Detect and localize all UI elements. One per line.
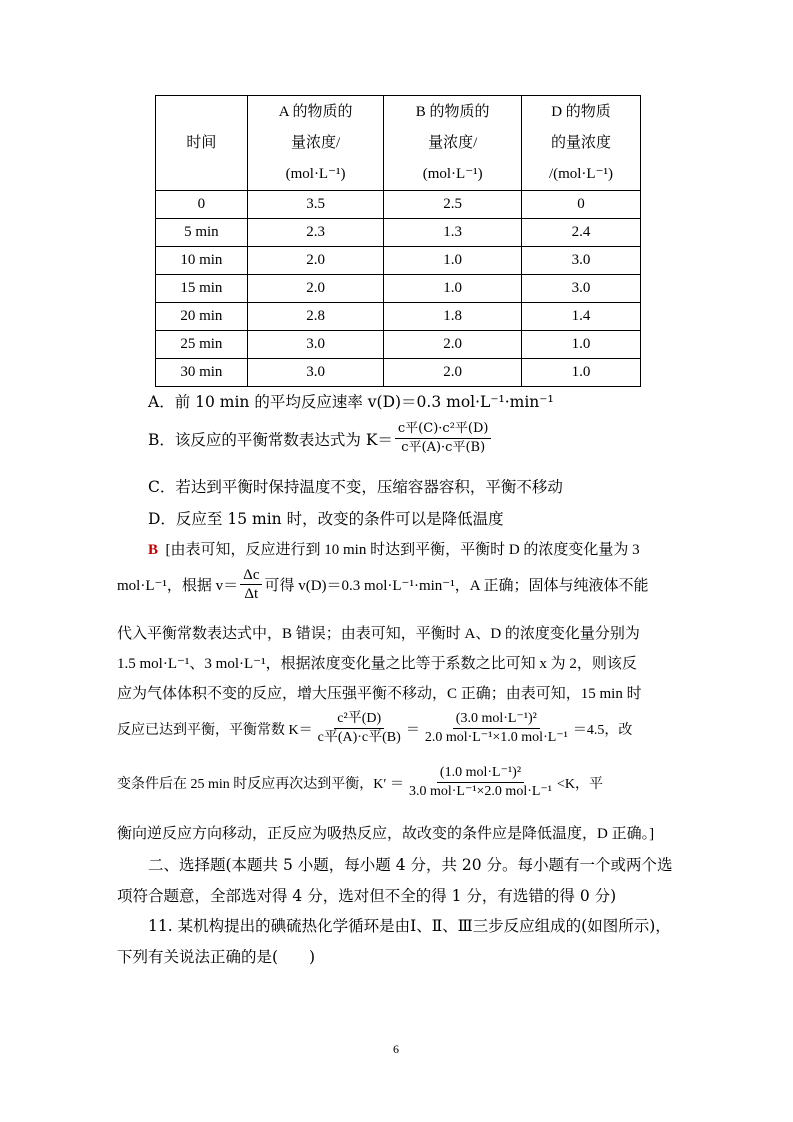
answer-text: <K，平 [557, 776, 604, 792]
answer-line-6 [117, 710, 632, 747]
fraction-numerator: c²平(D) [334, 710, 384, 729]
k-fraction-symbolic [315, 710, 404, 747]
table-cell: 5 min [156, 219, 248, 247]
table-row [156, 247, 641, 275]
answer-text: [由表可知，反应进行到 10 min 时达到平衡，平衡时 D 的浓度变化量为 3 [165, 542, 640, 558]
table-cell: 3.0 [521, 247, 640, 275]
table-cell: 0 [156, 191, 248, 219]
fraction-denominator: Δt [244, 586, 259, 602]
table-cell: 1.4 [521, 303, 640, 331]
section-heading-line-2: 项符合题意，全部选对得 4 分，选对但不全的得 1 分，有选错的得 0 分) [117, 887, 617, 905]
table-row [156, 303, 641, 331]
answer-letter: B [148, 542, 159, 558]
answer-text: 变条件后在 25 min 时反应再次达到平衡，K′ ＝ [117, 776, 404, 792]
section-heading-line-1: 二、选择题(本题共 5 小题，每小题 4 分，共 20 分。每小题有一个或两个选 [148, 856, 673, 874]
answer-text: 可得 v(D)＝0.3 mol·L⁻¹·min⁻¹，A 正确；固体与纯液体不能 [264, 578, 649, 594]
answer-line-2 [117, 566, 648, 603]
table-cell: 3.0 [247, 359, 384, 387]
table-cell: 3.0 [247, 331, 384, 359]
answer-line-8: 衡向逆反应方向移动，正反应为吸热反应，故改变的条件应是降低温度，D 正确。] [117, 826, 655, 842]
fraction-numerator: (3.0 mol·L⁻¹)² [453, 710, 540, 729]
data-table [155, 95, 641, 387]
header-d: D 的物质 的量浓度 /(mol·L⁻¹) [521, 96, 640, 191]
answer-text: mol·L⁻¹，根据 v＝ [117, 578, 239, 594]
table-row [156, 191, 641, 219]
table-cell: 2.0 [247, 275, 384, 303]
table-cell: 2.0 [247, 247, 384, 275]
table-row [156, 359, 641, 387]
answer-text: ＝4.5，改 [572, 722, 633, 738]
option-b-fraction [395, 420, 492, 457]
table-cell: 3.0 [521, 275, 640, 303]
rate-fraction [240, 566, 262, 603]
table-cell: 3.5 [247, 191, 384, 219]
answer-line-5: 应为气体体积不变的反应，增大压强平衡不移动，C 正确；由表可知，15 min 时 [117, 686, 642, 702]
table-cell: 20 min [156, 303, 248, 331]
fraction-numerator: (1.0 mol·L⁻¹)² [437, 764, 524, 783]
table-cell: 2.0 [384, 331, 522, 359]
page-number: 6 [393, 1042, 399, 1056]
fraction-denominator: c平(A)·c平(B) [401, 440, 486, 455]
table-cell: 30 min [156, 359, 248, 387]
table-cell: 2.4 [521, 219, 640, 247]
answer-line-1 [148, 538, 640, 559]
answer-line-3: 代入平衡常数表达式中，B 错误；由表可知，平衡时 A、D 的浓度变化量分别为 [117, 626, 640, 642]
option-b [148, 420, 493, 457]
fraction-numerator: c平(C)·c²平(D) [395, 420, 492, 439]
k-fraction-numeric [422, 710, 571, 747]
table-cell: 1.0 [521, 359, 640, 387]
answer-text: 反应已达到平衡，平衡常数 K＝ [117, 722, 313, 738]
header-b: B 的物质的 量浓度/ (mol·L⁻¹) [384, 96, 522, 191]
fraction-denominator: c平(A)·c平(B) [317, 730, 401, 745]
table-cell: 1.8 [384, 303, 522, 331]
table-row [156, 219, 641, 247]
table-cell: 1.0 [521, 331, 640, 359]
fraction-denominator: 2.0 mol·L⁻¹×1.0 mol·L⁻¹ [424, 730, 568, 745]
table-cell: 25 min [156, 331, 248, 359]
fraction-denominator: 3.0 mol·L⁻¹×2.0 mol·L⁻¹ [408, 784, 553, 799]
question-11-line-2: 下列有关说法正确的是( ) [117, 948, 316, 966]
table-cell: 15 min [156, 275, 248, 303]
table-cell: 0 [521, 191, 640, 219]
table-row [156, 275, 641, 303]
answer-line-7 [117, 764, 603, 801]
question-11-line-1: 11. 某机构提出的碘硫热化学循环是由Ⅰ、Ⅱ、Ⅲ三步反应组成的(如图所示)， [148, 917, 671, 935]
table-cell: 2.3 [247, 219, 384, 247]
table-cell: 1.0 [384, 247, 522, 275]
table-cell: 1.0 [384, 275, 522, 303]
option-a: A．前 10 min 的平均反应速率 v(D)＝0.3 mol·L⁻¹·min⁻¹ [148, 393, 554, 411]
table-header-row [156, 96, 641, 191]
header-time: 时间 [156, 96, 248, 191]
answer-line-4: 1.5 mol·L⁻¹、3 mol·L⁻¹，根据浓度变化量之比等于系数之比可知 x 为 2，则该反 [117, 656, 637, 672]
header-a: A 的物质的 量浓度/ (mol·L⁻¹) [247, 96, 384, 191]
table-row [156, 331, 641, 359]
table-cell: 10 min [156, 247, 248, 275]
table-cell: 2.5 [384, 191, 522, 219]
equals-sign: ＝ [405, 722, 420, 738]
table-cell: 2.0 [384, 359, 522, 387]
table-cell: 2.8 [247, 303, 384, 331]
option-c: C．若达到平衡时保持温度不变，压缩容器容积，平衡不移动 [148, 478, 563, 496]
table-cell: 1.3 [384, 219, 522, 247]
option-d: D．反应至 15 min 时，改变的条件可以是降低温度 [148, 510, 504, 528]
fraction-numerator: Δc [240, 566, 262, 585]
k-prime-fraction [406, 764, 555, 801]
option-b-prefix: B．该反应的平衡常数表达式为 K＝ [148, 430, 393, 449]
